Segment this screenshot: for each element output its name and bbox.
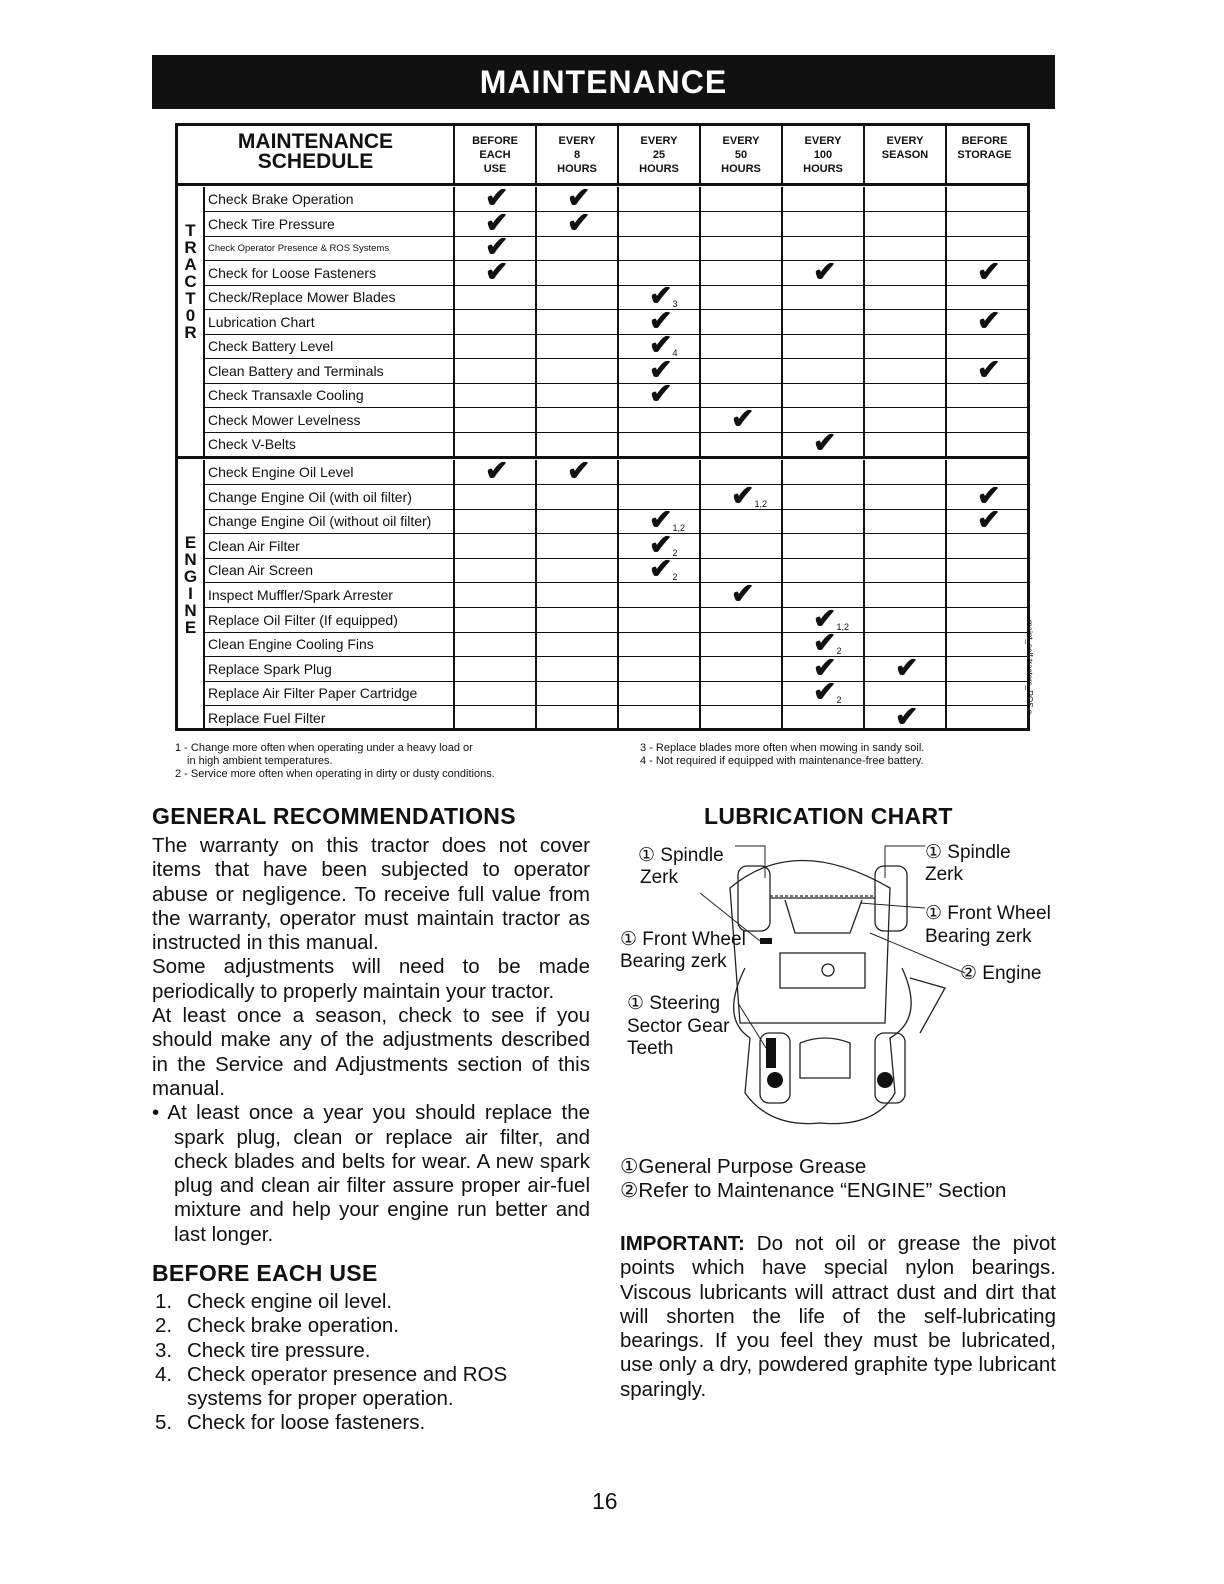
task-label: Check Tire Pressure (203, 212, 453, 236)
schedule-cell (863, 651, 945, 683)
page-banner: MAINTENANCE (152, 55, 1055, 109)
check-mark-icon: ✔ (567, 455, 591, 486)
check-mark-icon: ✔ (731, 402, 755, 434)
check-mark-icon: $✔_2$ (813, 676, 842, 708)
column-header: EVERY 8 HOURS (535, 126, 617, 183)
table-row (203, 651, 1030, 683)
task-label: Lubrication Chart (203, 310, 453, 334)
task-label: Change Engine Oil (with oil filter) (203, 485, 453, 509)
label-spindle-left: ① Spindle (638, 845, 724, 866)
schedule-cell (699, 479, 781, 511)
schedule-cell (863, 212, 945, 236)
schedule-cell (535, 509, 617, 533)
schedule-cell (945, 255, 1028, 287)
schedule-cell (699, 608, 781, 632)
schedule-cell (863, 359, 945, 383)
table-row (203, 479, 1030, 511)
header-rule (178, 183, 1027, 186)
schedule-cell (453, 408, 535, 432)
schedule-cell (699, 310, 781, 334)
schedule-cell (453, 359, 535, 383)
section-letter: T (185, 221, 196, 240)
check-mark-icon: ✔ (977, 304, 1001, 336)
schedule-cell (453, 485, 535, 509)
check-mark-icon: $✔_2$ (649, 553, 678, 585)
schedule-cell (781, 212, 863, 236)
schedule-cell (453, 334, 535, 358)
check-mark-icon: $✔_2$ (649, 528, 678, 560)
schedule-cell (535, 310, 617, 334)
schedule-cell (535, 383, 617, 407)
task-label: Replace Spark Plug (203, 657, 453, 681)
schedule-cell (453, 509, 535, 533)
schedule-cell (945, 212, 1028, 236)
schedule-cell (863, 383, 945, 407)
schedule-cell (535, 681, 617, 705)
check-mark-icon: ✔ (567, 182, 591, 213)
schedule-cell (453, 285, 535, 309)
check-mark-icon: $✔_4$ (649, 329, 678, 360)
spindle-left-leader (735, 846, 765, 878)
schedule-cell (781, 534, 863, 558)
schedule-cell (781, 187, 863, 211)
schedule-cell (781, 509, 863, 533)
right-rear-hub (877, 1072, 893, 1088)
schedule-cell (863, 261, 945, 285)
check-mark-icon: ✔ (649, 353, 673, 385)
schedule-cell (535, 359, 617, 383)
schedule-cell (535, 285, 617, 309)
schedule-cell (453, 558, 535, 582)
schedule-cell (863, 485, 945, 509)
schedule-cell (945, 432, 1028, 456)
schedule-cell (453, 310, 535, 334)
table-row (203, 280, 1030, 311)
schedule-cell (699, 706, 781, 730)
general-recommendations-text: The warranty on this tractor does not cover items that have been subjected to operator abuse or negligence. To receive full value from the warranty, operator must maintain tractor as instructed in this manual. Some adjustments will need to be made periodically to properly maintain your tractor. At least once a season, check to see if you should make any of the adjustments described in the Service and Adjustments section of this manual. • At least once a year you should replace the spark plug, clean or replace air filter, and check blades and belts for wear. A new spark plug and clean air filter assure proper air-fuel mixture and help your engine run better and last longer. (152, 834, 590, 1246)
engine-guard (910, 978, 945, 1033)
tractor-section-label (178, 222, 203, 341)
task-label: Check Transaxle Cooling (203, 383, 453, 407)
table-row (203, 329, 1030, 360)
side-note: maint_self-tractors_ROS e (1025, 620, 1034, 715)
schedule-cell (781, 460, 863, 484)
front-wheel-right-leader (860, 903, 925, 908)
schedule-cell (453, 534, 535, 558)
label-teeth: Teeth (627, 1038, 674, 1059)
lubrication-legend: ①General Purpose Grease ②Refer to Maintenance “ENGINE” Section (620, 1155, 1007, 1203)
check-mark-icon: $✔_2$ (813, 627, 842, 659)
schedule-cell (945, 706, 1028, 730)
schedule-cell (863, 460, 945, 484)
schedule-cell (781, 383, 863, 407)
footnote-1: 1 - Change more often when operating under a heavy load or in high ambient temperatures. 2 - Service more often when operating in dirty or dusty conditions. (175, 742, 495, 780)
schedule-cell (781, 255, 863, 287)
check-mark-icon: ✔ (649, 378, 673, 409)
section-letter: N (184, 601, 197, 620)
schedule-cell (863, 701, 945, 732)
seat (800, 1038, 850, 1078)
check-mark-icon: ✔ (813, 255, 837, 287)
schedule-cell (699, 681, 781, 705)
task-label: Inspect Muffler/Spark Arrester (203, 583, 453, 607)
section-letter: E (184, 533, 197, 552)
schedule-cell (699, 359, 781, 383)
general-recommendations-heading: GENERAL RECOMMENDATIONS (152, 803, 516, 829)
schedule-cell (781, 558, 863, 582)
task-label: Replace Air Filter Paper Cartridge (203, 681, 453, 705)
task-label: Replace Oil Filter (If equipped) (203, 608, 453, 632)
schedule-cell (617, 212, 699, 236)
table-row (203, 504, 1030, 536)
check-mark-icon: ✔ (567, 206, 591, 238)
schedule-cell (453, 608, 535, 632)
schedule-cell (617, 187, 699, 211)
label-spindle-right: ① Spindle (925, 842, 1011, 863)
check-mark-icon: $✔_{1,2}$ (649, 504, 685, 536)
section-letter: I (188, 584, 193, 603)
schedule-cell (699, 236, 781, 260)
schedule-cell (863, 608, 945, 632)
task-label: Clean Battery and Terminals (203, 359, 453, 383)
schedule-cell (453, 657, 535, 681)
table-row (203, 602, 1030, 634)
schedule-cell (781, 427, 863, 458)
schedule-cell (699, 534, 781, 558)
table-row (203, 182, 1030, 213)
schedule-cell (945, 534, 1028, 558)
task-label: Clean Air Screen (203, 558, 453, 582)
schedule-cell (699, 632, 781, 656)
table-row (203, 402, 1030, 434)
schedule-cell (781, 485, 863, 509)
check-mark-icon: $✔_{1,2}$ (813, 602, 849, 634)
schedule-cell (863, 285, 945, 309)
column-header: BEFORE STORAGE (945, 126, 1022, 183)
section-letter: R (184, 238, 197, 257)
schedule-cell (863, 310, 945, 334)
check-mark-icon: ✔ (977, 353, 1001, 385)
schedule-cell (535, 632, 617, 656)
column-header: EVERY 25 HOURS (617, 126, 699, 183)
front-wheel-zerk-marker (760, 938, 772, 944)
schedule-cell (535, 432, 617, 456)
schedule-cell (863, 509, 945, 533)
schedule-cell (699, 578, 781, 609)
tractor-lubrication-diagram (620, 838, 1070, 1138)
schedule-cell (863, 432, 945, 456)
steering-gear (766, 1038, 776, 1068)
spindle-right-leader (885, 846, 925, 878)
lubrication-chart-heading: LUBRICATION CHART (704, 803, 953, 829)
table-row (203, 701, 1030, 732)
check-mark-icon: $✔_{1,2}$ (731, 479, 767, 511)
hood-outline (730, 861, 890, 1024)
label-bearing-right: Bearing zerk (925, 926, 1032, 947)
table-row (203, 353, 1030, 385)
right-front-wheel (875, 866, 907, 931)
section-letter: A (184, 255, 197, 274)
schedule-cell (617, 408, 699, 432)
table-row (203, 578, 1030, 609)
check-mark-icon: ✔ (485, 206, 509, 238)
schedule-cell (535, 657, 617, 681)
schedule-cell (699, 187, 781, 211)
steering-leader (738, 1003, 766, 1048)
check-mark-icon: ✔ (649, 304, 673, 336)
task-label: Replace Fuel Filter (203, 706, 453, 730)
list-item: 2. Check brake operation. (155, 1314, 399, 1338)
check-mark-icon: ✔ (977, 504, 1001, 536)
task-label: Check Mower Levelness (203, 408, 453, 432)
schedule-cell (535, 608, 617, 632)
schedule-cell (945, 583, 1028, 607)
schedule-cell (863, 187, 945, 211)
label-zerk-right: Zerk (925, 864, 963, 885)
label-sector-gear: Sector Gear (627, 1016, 730, 1037)
schedule-cell (781, 676, 863, 708)
task-label: Change Engine Oil (without oil filter) (203, 509, 453, 533)
column-header: EVERY 100 HOURS (781, 126, 863, 183)
check-mark-icon: ✔ (485, 255, 509, 287)
maintenance-schedule-table (175, 123, 1030, 731)
schedule-cell (781, 285, 863, 309)
schedule-cell (945, 558, 1028, 582)
task-label: Clean Air Filter (203, 534, 453, 558)
check-mark-icon: $✔_3$ (649, 280, 678, 311)
before-each-use-heading: BEFORE EACH USE (152, 1260, 378, 1286)
check-mark-icon: ✔ (813, 651, 837, 683)
schedule-cell (945, 353, 1028, 385)
task-label: Check for Loose Fasteners (203, 261, 453, 285)
schedule-cell (945, 187, 1028, 211)
engine-section-label (178, 534, 203, 636)
check-mark-icon: ✔ (485, 231, 509, 262)
schedule-cell (699, 261, 781, 285)
check-mark-icon: ✔ (895, 701, 919, 732)
check-mark-icon: ✔ (485, 455, 509, 486)
schedule-cell (617, 378, 699, 409)
schedule-cell (617, 432, 699, 456)
schedule-cell (699, 402, 781, 434)
table-row (203, 231, 1030, 262)
list-item: 3. Check tire pressure. (155, 1338, 371, 1362)
schedule-cell (453, 632, 535, 656)
front-axle (770, 898, 875, 933)
label-front-wheel-right: ① Front Wheel (925, 903, 1051, 924)
schedule-cell (945, 657, 1028, 681)
schedule-cell (699, 212, 781, 236)
schedule-title: MAINTENANCE SCHEDULE (237, 130, 394, 173)
section-letter: R (184, 323, 197, 342)
label-bearing-left: Bearing zerk (620, 951, 727, 972)
section-letter: N (184, 550, 197, 569)
check-mark-icon: ✔ (977, 479, 1001, 511)
task-label: Check Brake Operation (203, 187, 453, 211)
table-row (203, 528, 1030, 560)
table-row (203, 455, 1030, 486)
engine-fill-point (822, 964, 834, 976)
schedule-cell (453, 255, 535, 287)
table-row (203, 553, 1030, 585)
schedule-cell (535, 334, 617, 358)
label-steering: ① Steering (627, 993, 721, 1014)
schedule-cell (945, 383, 1028, 407)
schedule-cell (535, 706, 617, 730)
table-row (203, 427, 1030, 458)
table-row (203, 206, 1030, 238)
schedule-cell (453, 681, 535, 705)
schedule-cell (535, 583, 617, 607)
schedule-cell (453, 706, 535, 730)
section-letter: C (184, 272, 197, 291)
label-front-wheel-left: ① Front Wheel (620, 929, 746, 950)
check-mark-icon: ✔ (977, 255, 1001, 287)
schedule-cell (699, 657, 781, 681)
schedule-cell (945, 632, 1028, 656)
table-row (203, 255, 1030, 287)
schedule-cell (945, 681, 1028, 705)
section-letter: 0 (185, 306, 196, 325)
schedule-cell (863, 334, 945, 358)
schedule-cell (535, 206, 617, 238)
schedule-cell (863, 534, 945, 558)
schedule-cell (781, 334, 863, 358)
schedule-cell (617, 706, 699, 730)
check-mark-icon: ✔ (895, 651, 919, 683)
schedule-cell (453, 455, 535, 486)
schedule-cell (863, 408, 945, 432)
schedule-cell (699, 432, 781, 456)
schedule-cell (781, 706, 863, 730)
list-item: 4. Check operator presence and ROS systems for proper operation. (155, 1362, 508, 1411)
schedule-cell (863, 583, 945, 607)
column-header: EVERY SEASON (863, 126, 945, 183)
table-row (203, 378, 1030, 409)
check-mark-icon: ✔ (731, 578, 755, 609)
schedule-cell (535, 485, 617, 509)
schedule-cell (781, 359, 863, 383)
schedule-cell (535, 558, 617, 582)
schedule-cell (699, 509, 781, 533)
schedule-cell (617, 583, 699, 607)
task-label: Check/Replace Mower Blades (203, 285, 453, 309)
important-note: IMPORTANT: Do not oil or grease the pivot points which have special nylon bearings. Viscous lubricants will attract dust and dirt that will shorten the life of the self-lubricating bearings. If you feel they must be lubricated, use only a dry, powdered graphite type lubricant sparingly. (620, 1232, 1056, 1401)
schedule-cell (617, 657, 699, 681)
column-header: EVERY 50 HOURS (699, 126, 781, 183)
schedule-cell (535, 455, 617, 486)
table-row (203, 304, 1030, 336)
list-item: 1. Check engine oil level. (155, 1290, 393, 1313)
schedule-cell (617, 632, 699, 656)
schedule-cell (863, 558, 945, 582)
label-zerk-left: Zerk (640, 867, 678, 888)
check-mark-icon: ✔ (485, 182, 509, 213)
list-item: 5. Check for loose fasteners. (155, 1411, 426, 1435)
check-mark-icon: ✔ (813, 427, 837, 458)
schedule-cell (535, 236, 617, 260)
left-rear-hub (767, 1072, 783, 1088)
schedule-cell (617, 236, 699, 260)
schedule-cell (535, 261, 617, 285)
schedule-cell (945, 408, 1028, 432)
schedule-cell (863, 236, 945, 260)
schedule-cell (781, 310, 863, 334)
schedule-cell (535, 534, 617, 558)
label-engine: ② Engine (960, 963, 1042, 984)
before-each-use-list (155, 1290, 585, 1436)
schedule-cell (617, 460, 699, 484)
schedule-cell (453, 583, 535, 607)
schedule-cell (617, 553, 699, 585)
task-label: Check Battery Level (203, 334, 453, 358)
schedule-cell (945, 304, 1028, 336)
schedule-cell (617, 681, 699, 705)
task-label: Check V-Belts (203, 432, 453, 456)
task-label: Check Operator Presence & ROS Systems (203, 236, 453, 260)
schedule-cell (699, 334, 781, 358)
schedule-cell (453, 432, 535, 456)
page-number: 16 (592, 1488, 618, 1514)
section-letter: E (184, 618, 197, 637)
task-label: Clean Engine Cooling Fins (203, 632, 453, 656)
task-label: Check Engine Oil Level (203, 460, 453, 484)
section-letter: T (185, 289, 196, 308)
schedule-cell (535, 408, 617, 432)
schedule-cell (699, 285, 781, 309)
schedule-cell (617, 608, 699, 632)
section-letter: G (183, 567, 198, 586)
schedule-cell (945, 504, 1028, 536)
column-header: BEFORE EACH USE (453, 126, 535, 183)
schedule-cell (945, 608, 1028, 632)
footnote-2: 3 - Replace blades more often when mowing in sandy soil. 4 - Not required if equipped with maintenance-free battery. (640, 742, 925, 767)
schedule-cell (453, 383, 535, 407)
